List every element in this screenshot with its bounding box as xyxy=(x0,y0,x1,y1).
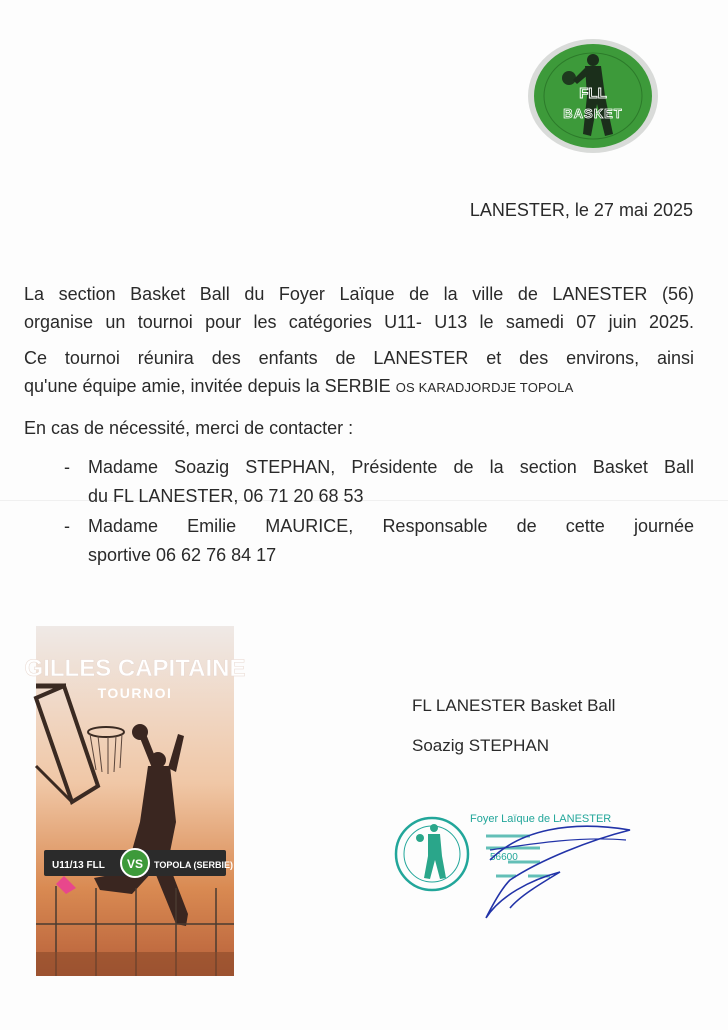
contact-2-dash: - xyxy=(64,516,70,536)
contact-2-line-2: sportive 06 62 76 84 17 xyxy=(88,545,277,565)
logo-text-bottom: BASKET xyxy=(563,106,623,121)
stamp-player-icon xyxy=(416,824,446,879)
logo-text-top: FLL xyxy=(579,85,607,102)
poster-team-home: U11/13 FLL xyxy=(52,860,105,871)
signature-organization: FL LANESTER Basket Ball xyxy=(412,696,616,715)
signature-name: Soazig STEPHAN xyxy=(412,736,549,755)
paragraph-2-text: qu'une équipe amie, invitée depuis la SERBIE xyxy=(24,376,391,396)
paragraph-2-line-1: Ce tournoi réunira des enfants de LANESTER et des environs, ainsi xyxy=(24,348,694,368)
poster-team-away: TOPOLA (SERBIE) xyxy=(154,860,234,870)
paragraph-2-line-2 xyxy=(24,374,694,400)
official-stamp xyxy=(390,800,640,920)
contact-1-dash: - xyxy=(64,457,70,477)
poster-subtitle: TOURNOI xyxy=(97,685,173,701)
serbian-club-name: OS KARADJORDJE TOPOLA xyxy=(395,380,574,395)
contact-2-line-1: Madame Emilie MAURICE, Responsable de cette journée xyxy=(88,516,694,536)
contact-1-line-1: Madame Soazig STEPHAN, Présidente de la section Basket Ball xyxy=(88,457,694,477)
stamp-postcode: 56600 xyxy=(490,852,518,863)
poster-versus: VS xyxy=(126,857,144,871)
contact-1-line-2: du FL LANESTER, 06 71 20 68 53 xyxy=(88,486,364,506)
club-logo xyxy=(527,38,659,154)
paragraph-1-line-2: organise un tournoi pour les catégories U11- U13 le samedi 07 juin 2025. xyxy=(24,312,694,332)
letter-date: LANESTER, le 27 mai 2025 xyxy=(469,200,693,220)
paragraph-1-line-1: La section Basket Ball du Foyer Laïque de la ville de LANESTER (56) xyxy=(24,284,694,304)
tournament-poster xyxy=(24,626,246,976)
stamp-organization: Foyer Laïque de LANESTER xyxy=(470,813,612,825)
contact-intro: En cas de nécessité, merci de contacter : xyxy=(24,418,354,438)
poster-title: GILLES CAPITAINE xyxy=(24,655,246,682)
handwritten-signature xyxy=(486,826,630,918)
